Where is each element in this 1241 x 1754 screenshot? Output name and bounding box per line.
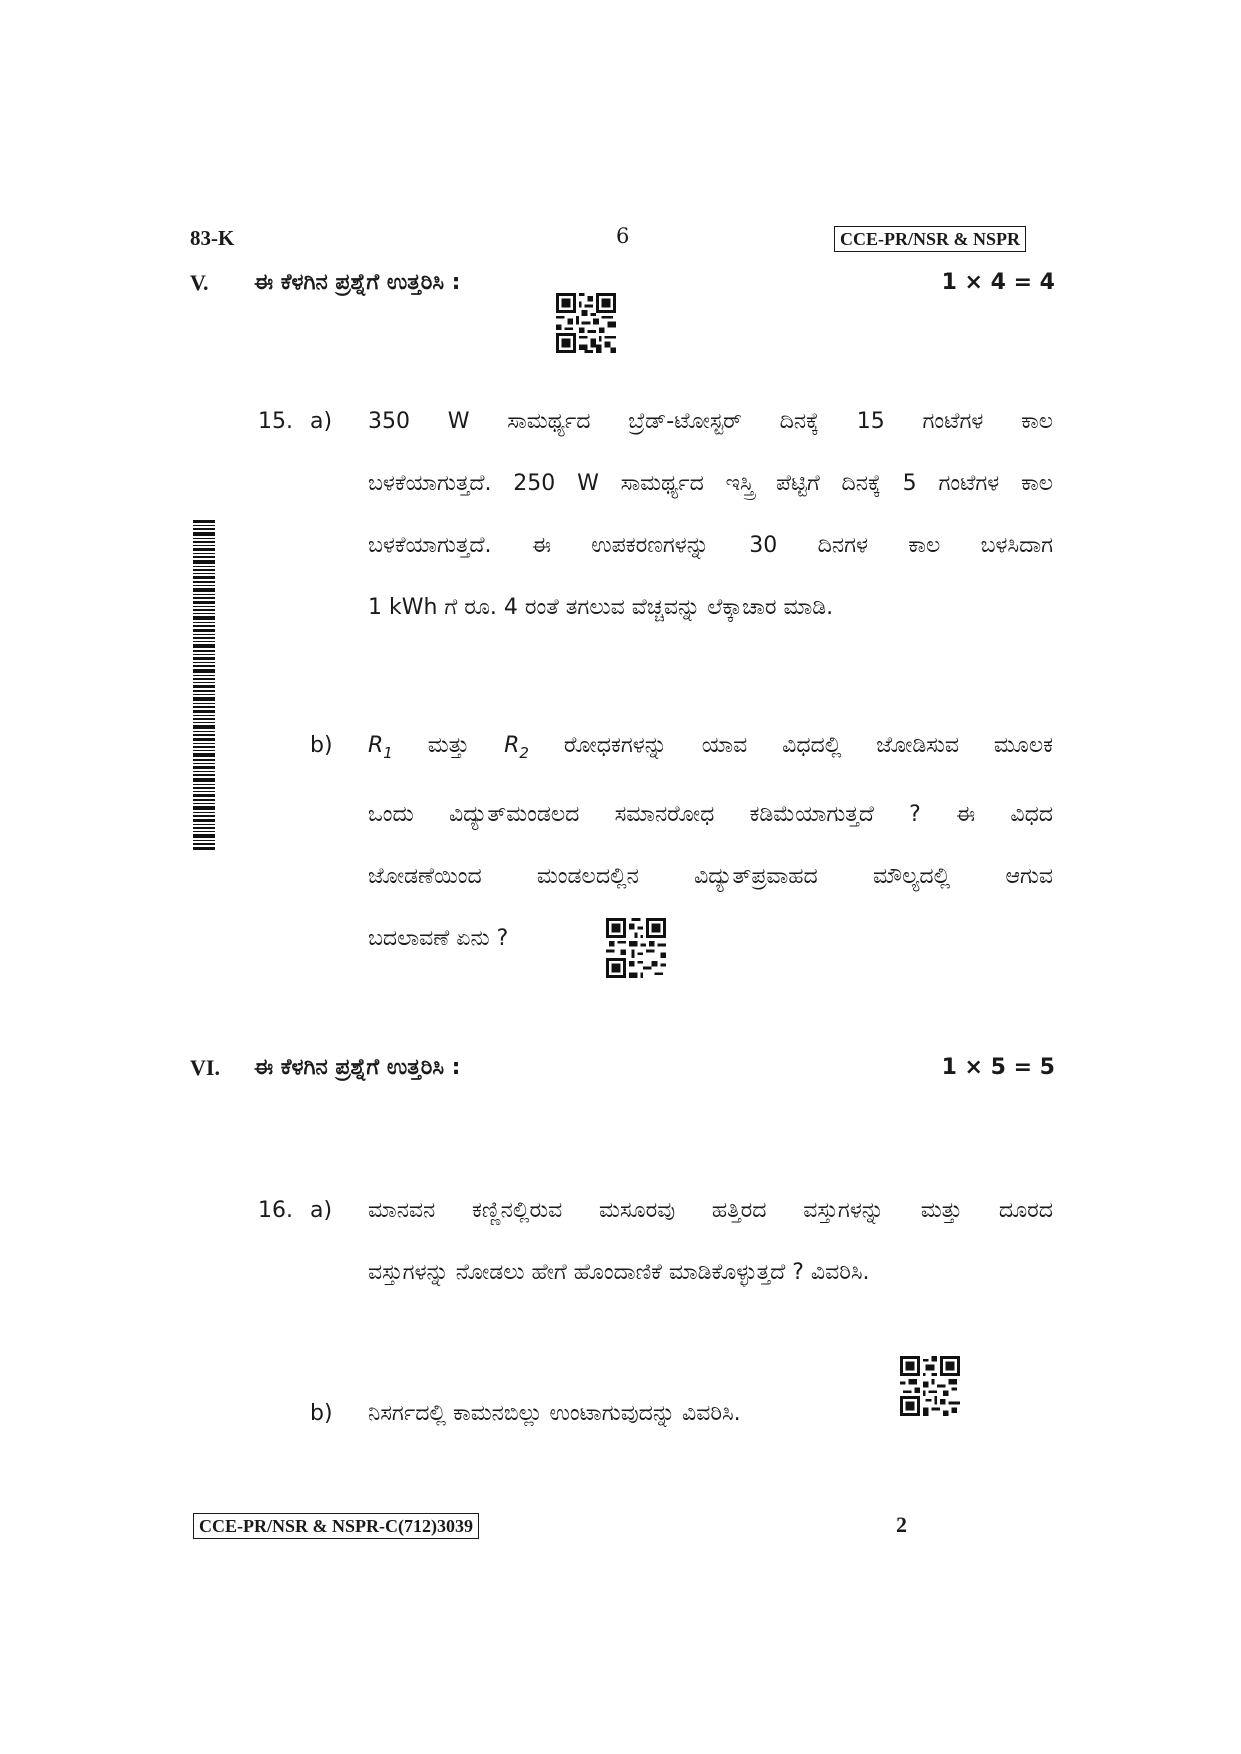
- sheet-number: 2: [896, 1512, 907, 1537]
- q15-a-line-1: 350 W ಸಾಮರ್ಥ್ಯದ ಬ್ರೆಡ್-ಟೋಸ್ಟರ್ ದಿನಕ್ಕೆ 15 ಗಂಟೆಗಳ ಕಾಲ: [368, 409, 1053, 434]
- q15-b-line-1: [368, 715, 1053, 784]
- q15-a-line-2: ಬಳಕೆಯಾಗುತ್ತದೆ. 250 W ಸಾಮರ್ಥ್ಯದ ಇಸ್ತ್ರಿ ಪೆಟ್ಟಿಗೆ ದಿನಕ್ಕೆ 5 ಗಂಟೆಗಳ ಕಾಲ: [368, 471, 1053, 496]
- q15-number: 15.: [258, 409, 293, 434]
- section-vi-numeral: VI.: [190, 1055, 220, 1080]
- section-vi-marks: 1 × 5 = 5: [941, 1055, 1055, 1080]
- qr-code-icon: [556, 293, 616, 353]
- q16-b-label: b): [310, 1401, 333, 1426]
- q15-b-text: [368, 715, 1053, 970]
- q16-number: 16.: [258, 1198, 293, 1223]
- q15-b-and: ಮತ್ತು: [427, 733, 470, 758]
- paper-code-box: CCE-PR/NSR & NSPR-C(712)3039: [193, 1513, 479, 1539]
- q16-a-line-1: ಮಾನವನ ಕಣ್ಣಿನಲ್ಲಿರುವ ಮಸೂರವು ಹತ್ತಿರದ ವಸ್ತುಗಳನ್ನು ಮತ್ತು ದೂರದ: [368, 1198, 1053, 1223]
- q16-a-label: a): [310, 1198, 333, 1223]
- qr-code-icon: [900, 1356, 960, 1416]
- q16-b-text: ನಿಸರ್ಗದಲ್ಲಿ ಕಾಮನಬಿಲ್ಲು ಉಂಟಾಗುವುದನ್ನು ವಿವರಿಸಿ.: [368, 1401, 741, 1426]
- q15-b-label: b): [310, 733, 333, 758]
- q15-b-line-3: ಜೋಡಣೆಯಿಂದ ಮಂಡಲದಲ್ಲಿನ ವಿದ್ಯುತ್‌ಪ್ರವಾಹದ ಮೌಲ್ಯದಲ್ಲಿ ಆಗುವ: [368, 864, 1053, 889]
- section-v-numeral: V.: [190, 270, 209, 295]
- page-number: 6: [616, 224, 630, 248]
- qr-code-icon: [606, 918, 666, 978]
- q15-a-label: a): [310, 409, 333, 434]
- resistor-r1: $R_1$: [368, 733, 393, 762]
- q15-a-line-4: 1 kWh ಗೆ ರೂ. 4 ರಂತೆ ತಗಲುವ ವೆಚ್ಚವನ್ನು ಲೆಕ್ಕಾಚಾರ ಮಾಡಿ.: [368, 595, 834, 620]
- section-vi-instruction: ಈ ಕೆಳಗಿನ ಪ್ರಶ್ನೆಗೆ ಉತ್ತರಿಸಿ :: [254, 1055, 461, 1080]
- q16-a-line-2: ವಸ್ತುಗಳನ್ನು ನೋಡಲು ಹೇಗೆ ಹೊಂದಾಣಿಕೆ ಮಾಡಿಕೊಳ್ಳುತ್ತದೆ ? ವಿವರಿಸಿ.: [368, 1260, 870, 1285]
- q15-b-line-2: ಒಂದು ವಿದ್ಯುತ್‌ಮಂಡಲದ ಸಮಾನರೋಧ ಕಡಿಮೆಯಾಗುತ್ತದೆ ? ಈ ವಿಧದ: [368, 802, 1053, 827]
- exam-code-box: CCE-PR/NSR & NSPR: [834, 226, 1026, 252]
- q16-a-text: [368, 1180, 1053, 1304]
- q15-b-line-1-rest: ರೋಧಕಗಳನ್ನು ಯಾವ ವಿಧದಲ್ಲಿ ಜೋಡಿಸುವ ಮೂಲಕ: [563, 733, 1053, 758]
- q15-b-line-4: ಬದಲಾವಣೆ ಏನು ?: [368, 926, 509, 951]
- q15-a-text: [368, 391, 1053, 639]
- subject-code: 83-K: [190, 226, 235, 250]
- resistor-r2: $R_2$: [504, 733, 529, 762]
- barcode-icon: [193, 520, 215, 852]
- q15-a-line-3: ಬಳಕೆಯಾಗುತ್ತದೆ. ಈ ಉಪಕರಣಗಳನ್ನು 30 ದಿನಗಳ ಕಾಲ ಬಳಸಿದಾಗ: [368, 533, 1053, 558]
- section-v-marks: 1 × 4 = 4: [941, 270, 1055, 295]
- section-v-instruction: ಈ ಕೆಳಗಿನ ಪ್ರಶ್ನೆಗೆ ಉತ್ತರಿಸಿ :: [254, 270, 461, 295]
